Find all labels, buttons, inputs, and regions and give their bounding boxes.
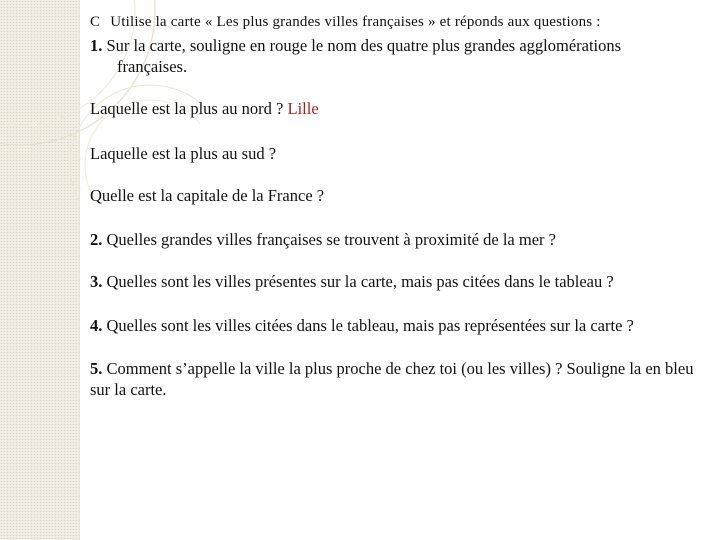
exercise-letter: C	[90, 14, 101, 30]
exercise-instruction: Utilise la carte « Les plus grandes villes françaises » et réponds aux questions :	[110, 14, 601, 30]
question-text: Comment s’appelle la ville la plus proche de chez toi (ou les villes) ? Souligne la en bleu sur la carte.	[90, 359, 694, 399]
subquestion-capital	[90, 185, 700, 206]
question-number: 3.	[90, 272, 103, 291]
subquestion-text: Laquelle est la plus au nord ?	[90, 99, 288, 118]
question-3	[90, 271, 700, 292]
subquestion-text: Laquelle est la plus au sud ?	[90, 144, 277, 163]
question-2	[90, 229, 700, 250]
question-text: Quelles sont les villes citées dans le tableau, mais pas représentées sur la carte ?	[102, 316, 634, 335]
question-text: Sur la carte, souligne en rouge le nom des quatre plus grandes agglomérations	[102, 36, 622, 55]
question-text-continued: françaises.	[117, 57, 188, 76]
exercise-heading	[90, 14, 601, 31]
question-number: 1.	[90, 36, 103, 55]
question-5	[90, 358, 700, 400]
question-text: Quelles sont les villes présentes sur la carte, mais pas citées dans le tableau ?	[102, 272, 614, 291]
answer-text: Lille	[287, 99, 319, 118]
question-text: Quelles grandes villes françaises se trouvent à proximité de la mer ?	[102, 230, 556, 249]
question-1	[90, 35, 700, 77]
question-number: 2.	[90, 230, 103, 249]
subquestion-south	[90, 143, 700, 164]
subquestion-text: Quelle est la capitale de la France ?	[90, 186, 325, 205]
subquestion-north	[90, 98, 700, 119]
decorative-side-band	[0, 0, 80, 540]
question-4	[90, 315, 700, 336]
question-number: 5.	[90, 359, 103, 378]
question-number: 4.	[90, 316, 103, 335]
